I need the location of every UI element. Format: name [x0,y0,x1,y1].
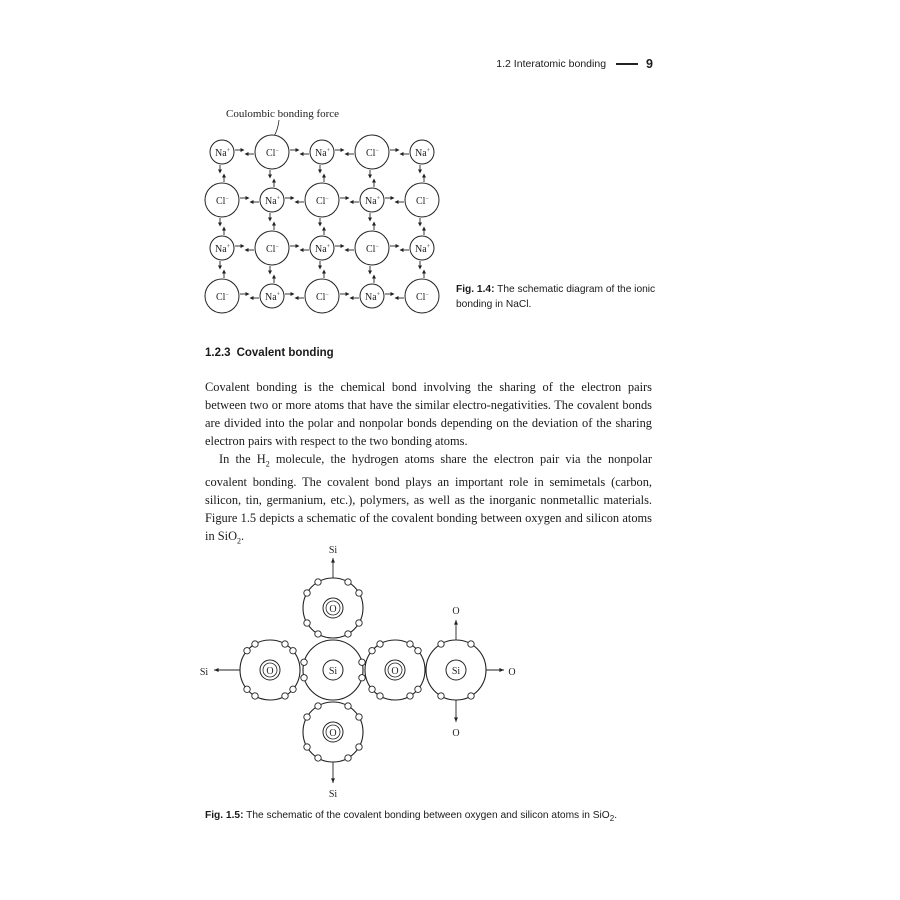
atom-label-o-mid-right: O [391,666,399,677]
fig14-caption [456,282,656,312]
paragraph-2-part-a: In the H [219,452,266,466]
sodium-ion-label: Na+ [365,196,381,207]
sodium-ion-label: Na+ [315,244,331,255]
chloride-ion-label: Cl− [216,196,229,207]
arrowhead [346,196,350,200]
electron [315,703,321,709]
arrowhead [268,218,272,222]
electron [252,693,258,699]
paragraph-2-subscript: 2 [265,459,270,469]
electron [304,714,310,720]
atom-label-o-top: O [329,604,337,615]
sodium-ion-label: Na+ [415,244,431,255]
arrowhead [295,296,299,300]
fig15-caption-end: . [614,810,618,821]
sodium-ion-label: Na+ [315,148,331,159]
outer-label-right: O [508,667,516,678]
outer-label-right-bottom: O [452,728,460,739]
arrowhead [372,179,376,183]
arrowhead [222,174,226,178]
arrowhead [218,266,222,270]
electron [345,755,351,761]
nacl-lattice [205,135,439,313]
fig14-caption-label: Fig. 1.4: [456,284,495,295]
sodium-ion-label: Na+ [215,148,231,159]
electron [369,648,375,654]
running-head [496,57,653,71]
sodium-ion-label: Na+ [265,196,281,207]
outer-label-right-top: O [452,606,460,617]
arrowhead [322,174,326,178]
chloride-ion-label: Cl− [266,244,279,255]
arrowhead [499,668,504,672]
arrowhead [350,296,354,300]
electron [252,641,258,647]
arrowhead [331,558,335,563]
arrowhead [368,218,372,222]
arrowhead [454,717,458,722]
arrowhead [345,152,349,156]
arrowhead [396,244,400,248]
arrowhead [241,148,245,152]
arrowhead [346,292,350,296]
atom-label-o-bottom: O [329,728,337,739]
section-title: Covalent bonding [236,347,334,359]
electron [301,675,307,681]
running-head-rule [616,63,638,65]
electron [415,686,421,692]
electron [282,693,288,699]
paragraph-1: Covalent bonding is the chemical bond involving the sharing of the electron pairs between two or more atoms that have the similar electro-negativities. The covalent bonds are divided into the polar and nonpolar bonds depending on the deviation of the sharing electron pairs with respect to the two bonding atoms. [205,380,652,448]
chloride-ion-label: Cl− [216,292,229,303]
arrowhead [345,248,349,252]
sodium-ion-label: Na+ [365,292,381,303]
electron [304,620,310,626]
arrowhead [418,266,422,270]
arrowhead [245,152,249,156]
electron [468,693,474,699]
fig15-caption-subscript: 2 [609,814,615,824]
electron [377,641,383,647]
chloride-ion-label: Cl− [266,148,279,159]
sodium-ion-label: Na+ [265,292,281,303]
arrowhead [296,244,300,248]
arrowhead [418,223,422,227]
paragraph-2-part-c: . [241,529,245,544]
electron [282,641,288,647]
section-number: 1.2.3 [205,347,231,359]
arrowhead [300,152,304,156]
arrowhead [395,200,399,204]
electron [356,590,362,596]
arrowhead [400,248,404,252]
fig15-atoms [240,578,486,762]
electron [407,641,413,647]
outer-label-left: Si [199,667,209,678]
arrowhead [291,292,295,296]
arrowhead [341,148,345,152]
arrowhead [368,175,372,179]
page-number: 9 [646,57,653,71]
arrowhead [222,270,226,274]
arrowhead [318,223,322,227]
electron [345,703,351,709]
electron [468,641,474,647]
fig15-caption-label: Fig. 1.5: [205,810,244,821]
electron [315,755,321,761]
coulombic-force-label: Coulombic bonding force [226,108,340,120]
chloride-ion-label: Cl− [416,196,429,207]
chloride-ion-label: Cl− [366,244,379,255]
arrowhead [331,778,335,783]
nacl-ionic-bonding-figure [196,102,446,317]
arrowhead [300,248,304,252]
chloride-ion-label: Cl− [416,292,429,303]
arrowhead [268,271,272,275]
electron [290,648,296,654]
electron [356,744,362,750]
electron [345,579,351,585]
arrowhead [341,244,345,248]
electron [304,744,310,750]
arrowhead [241,244,245,248]
electron [244,686,250,692]
arrowhead [318,266,322,270]
fig14-caption-text: The schematic diagram of the ionic bonding in NaCl. [456,284,656,310]
electron [377,693,383,699]
arrowhead [372,222,376,226]
running-head-section: 1.2 Interatomic bonding [496,58,607,70]
arrowhead [368,271,372,275]
sio2-covalent-bonding-figure [190,538,530,803]
outer-label-bottom: Si [328,789,338,800]
electron [290,686,296,692]
outer-label-top: Si [328,545,338,556]
arrowhead [218,223,222,227]
electron [359,659,365,665]
arrowhead [322,227,326,231]
arrowhead [222,227,226,231]
arrowhead [422,270,426,274]
electron [356,620,362,626]
arrowhead [246,292,250,296]
arrowhead [422,227,426,231]
fig15-caption [205,808,665,826]
arrowhead [372,275,376,279]
paragraph-2-subscript-2: 2 [237,536,242,546]
arrowhead [272,179,276,183]
arrowhead [250,200,254,204]
arrowhead [396,148,400,152]
electron [301,659,307,665]
arrowhead [422,174,426,178]
paragraph-2-part-b: molecule, the hydrogen atoms share the electron pair via the nonpolar covalent bonding. The covalent bond plays an important role in semimetals (carbon, silicon, tin, germanium, etc.), polymers, as well as the inorganic nonmetallic materials. Figure 1.5 depicts a schematic of the covalent bonding between oxygen and silicon atoms in SiO [205,452,652,544]
arrowhead [214,668,219,672]
arrowhead [246,196,250,200]
arrowhead [391,196,395,200]
electron [359,675,365,681]
arrowhead [418,170,422,174]
arrowhead [350,200,354,204]
arrowhead [218,170,222,174]
arrowhead [295,200,299,204]
arrowhead [318,170,322,174]
fig15-labels [200,545,516,800]
fig15-caption-text: The schematic of the covalent bonding between oxygen and silicon atoms in SiO [246,810,610,821]
arrowhead [296,148,300,152]
electron [304,590,310,596]
electron [407,693,413,699]
electron [438,641,444,647]
arrowhead [272,275,276,279]
body-text [205,378,652,551]
arrowhead [272,222,276,226]
section-heading [205,347,340,359]
chloride-ion-label: Cl− [366,148,379,159]
electron [369,686,375,692]
chloride-ion-label: Cl− [316,292,329,303]
arrowhead [322,270,326,274]
electron [438,693,444,699]
arrowhead [268,175,272,179]
electron [244,648,250,654]
sodium-ion-label: Na+ [415,148,431,159]
atom-label-si-right: Si [451,666,461,677]
electron [345,631,351,637]
electron [315,631,321,637]
electron [356,714,362,720]
arrowhead [291,196,295,200]
arrowhead [250,296,254,300]
electron [315,579,321,585]
arrowhead [400,152,404,156]
atom-label-si-center: Si [328,666,338,677]
arrowhead [245,248,249,252]
atom-label-o-left: O [266,666,274,677]
arrowhead [395,296,399,300]
electron [415,648,421,654]
arrowhead [454,620,458,625]
sodium-ion-label: Na+ [215,244,231,255]
arrowhead [391,292,395,296]
paragraph-2 [205,450,652,551]
chloride-ion-label: Cl− [316,196,329,207]
